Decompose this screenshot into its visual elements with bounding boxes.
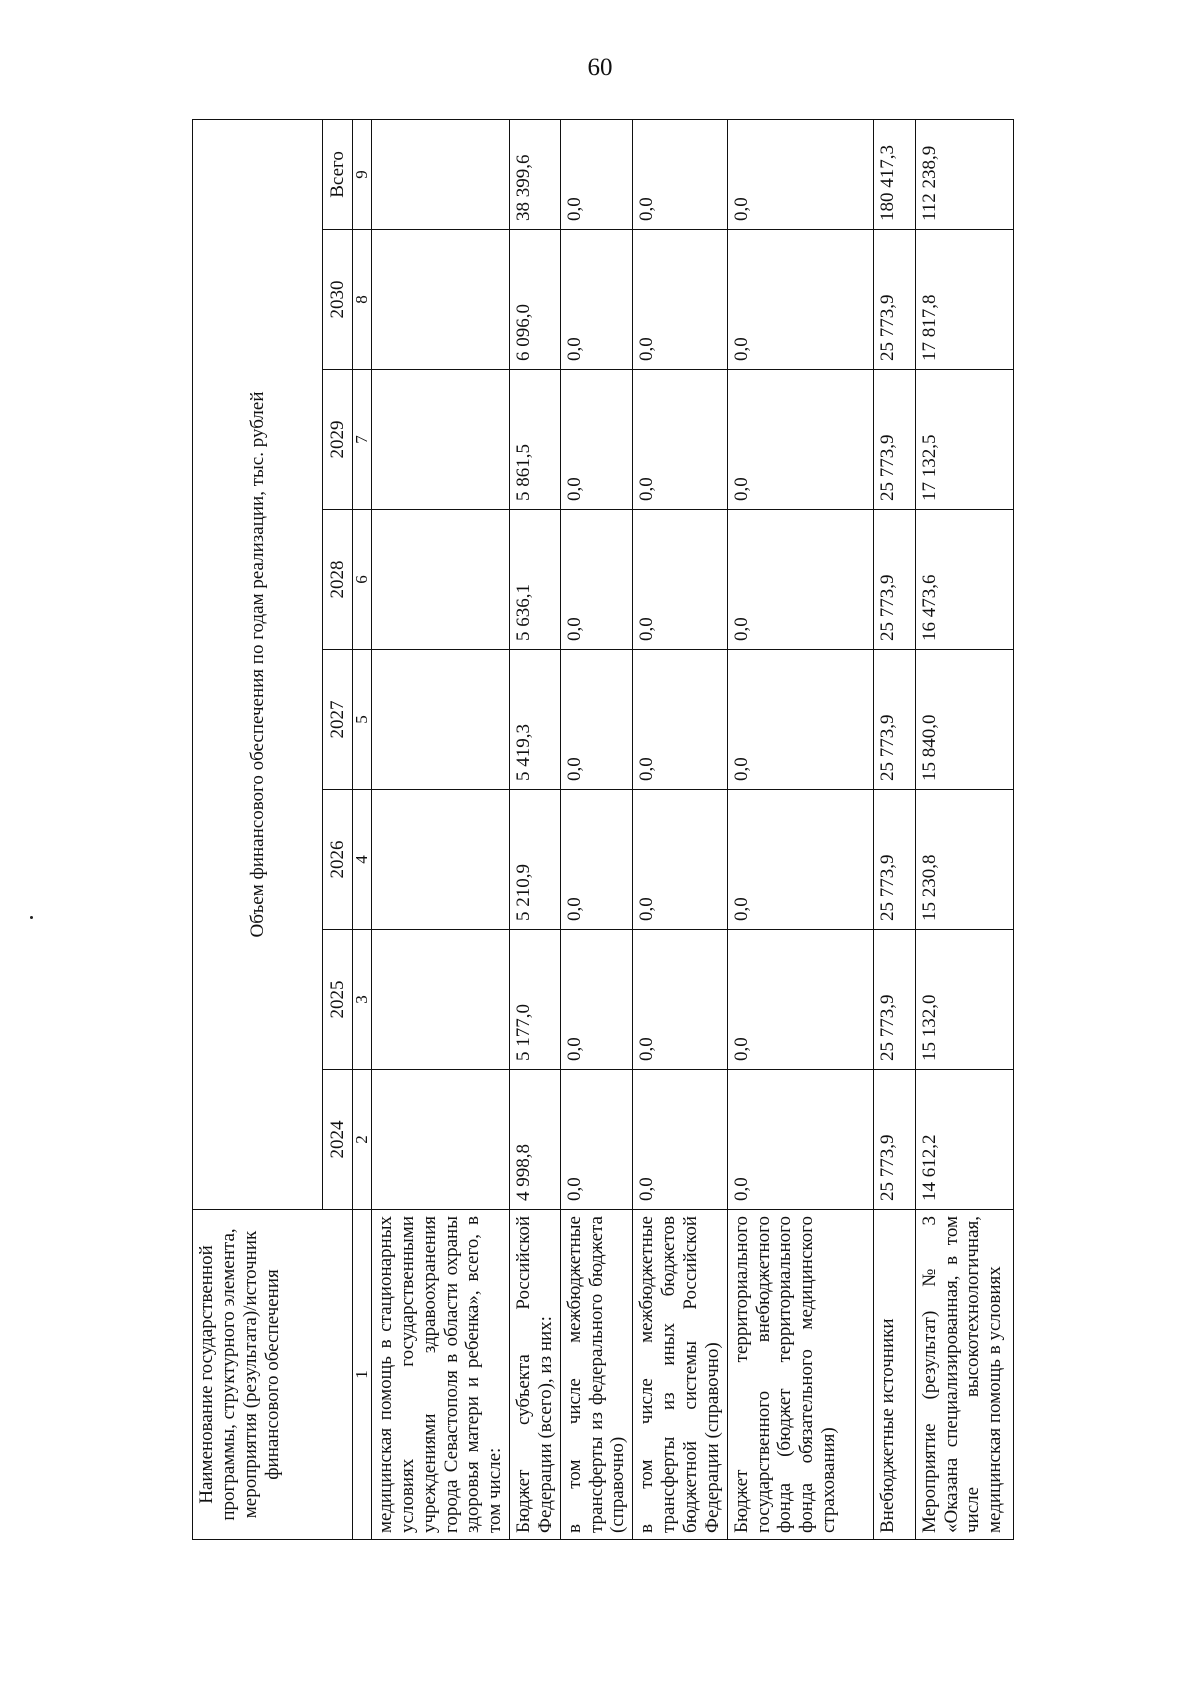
table-row	[915, 119, 1013, 1539]
row-value: 16 473,6	[915, 510, 1013, 650]
row-value: 0,0	[560, 650, 633, 790]
row-value	[372, 650, 510, 790]
row-value: 0,0	[633, 930, 727, 1070]
table-row	[633, 119, 727, 1539]
row-value: 0,0	[727, 1070, 873, 1210]
row-value: 0,0	[633, 650, 727, 790]
row-value: 5 419,3	[510, 650, 561, 790]
row-value: 17 132,5	[915, 370, 1013, 510]
row-value	[372, 930, 510, 1070]
row-value: 0,0	[560, 790, 633, 930]
row-value: 25 773,9	[873, 370, 915, 510]
header-financing-group: Объем финансового обеспечения по годам реализации, тыс. рублей	[193, 119, 323, 1209]
row-value: 15 840,0	[915, 650, 1013, 790]
row-value: 0,0	[560, 119, 633, 229]
table-row	[510, 119, 561, 1539]
row-value: 4 998,8	[510, 1070, 561, 1210]
row-label: Бюджет субъекта Российской Федерации (всего), из них:	[510, 1210, 561, 1540]
row-value: 17 817,8	[915, 230, 1013, 370]
column-index: 5	[353, 650, 372, 790]
row-value: 5 861,5	[510, 370, 561, 510]
row-value: 0,0	[633, 230, 727, 370]
row-value: 15 230,8	[915, 790, 1013, 930]
page-number: 60	[587, 54, 613, 81]
row-value: 0,0	[633, 1070, 727, 1210]
header-year: 2027	[323, 650, 353, 790]
header-total: Всего	[323, 119, 353, 229]
row-label: Мероприятие (результат) № 3 «Оказана специализированная, в том числе высокотехнологичная, медицинская помощь в условиях	[915, 1210, 1013, 1540]
row-value: 25 773,9	[873, 1070, 915, 1210]
row-value	[372, 119, 510, 229]
column-index: 1	[353, 1210, 372, 1540]
row-value	[372, 1070, 510, 1210]
row-value: 25 773,9	[873, 510, 915, 650]
row-label: в том числе межбюджетные трансферты из иных бюджетов бюджетной системы Российской Федерации (справочно)	[633, 1210, 727, 1540]
column-index: 6	[353, 510, 372, 650]
row-value: 112 238,9	[915, 119, 1013, 229]
row-value: 0,0	[727, 930, 873, 1070]
header-year: 2029	[323, 370, 353, 510]
row-value	[372, 510, 510, 650]
row-value: 0,0	[727, 790, 873, 930]
row-value: 0,0	[727, 370, 873, 510]
row-value: 25 773,9	[873, 790, 915, 930]
table-row	[560, 119, 633, 1539]
header-year: 2024	[323, 1070, 353, 1210]
column-index: 2	[353, 1070, 372, 1210]
table-container	[192, 120, 1006, 1540]
column-index: 9	[353, 119, 372, 229]
row-value: 0,0	[560, 370, 633, 510]
table-row	[727, 119, 873, 1539]
column-index: 4	[353, 790, 372, 930]
row-value: 0,0	[560, 1070, 633, 1210]
row-value: 0,0	[560, 930, 633, 1070]
table-row	[372, 119, 510, 1539]
row-value: 0,0	[633, 510, 727, 650]
header-year: 2028	[323, 510, 353, 650]
row-value: 0,0	[633, 790, 727, 930]
row-value: 0,0	[560, 510, 633, 650]
row-value	[372, 790, 510, 930]
row-value: 0,0	[633, 370, 727, 510]
row-value: 25 773,9	[873, 650, 915, 790]
row-value: 180 417,3	[873, 119, 915, 229]
header-year: 2030	[323, 230, 353, 370]
row-label: Внебюджетные источники	[873, 1210, 915, 1540]
row-value: 0,0	[727, 650, 873, 790]
row-value: 14 612,2	[915, 1070, 1013, 1210]
row-value: 25 773,9	[873, 930, 915, 1070]
header-year: 2026	[323, 790, 353, 930]
row-value: 0,0	[727, 119, 873, 229]
row-value: 6 096,0	[510, 230, 561, 370]
row-value: 0,0	[633, 119, 727, 229]
column-index: 8	[353, 230, 372, 370]
row-value: 38 399,6	[510, 119, 561, 229]
row-value: 25 773,9	[873, 230, 915, 370]
scan-artifact-dot	[30, 916, 33, 919]
row-value	[372, 370, 510, 510]
row-value	[372, 230, 510, 370]
row-value: 0,0	[727, 510, 873, 650]
row-value: 0,0	[560, 230, 633, 370]
row-value: 5 636,1	[510, 510, 561, 650]
financing-table	[192, 119, 1014, 1540]
row-label: медицинская помощь в стационарных условиях государственными учреждениями здравоохранения города Севастополя в области охраны здоровья матери и ребенка», всего, в том числе:	[372, 1210, 510, 1540]
column-index: 7	[353, 370, 372, 510]
rotated-table-frame	[192, 120, 1006, 1540]
row-label: Бюджет территориального государственного внебюджетного фонда (бюджет территориального фонда обязательного медицинского страхования)	[727, 1210, 873, 1540]
row-value: 5 210,9	[510, 790, 561, 930]
table-row	[873, 119, 915, 1539]
header-name-column: Наименование государственной программы, структурного элемента, мероприятия (результата)/источник финансового обеспечения	[193, 1210, 353, 1540]
header-year: 2025	[323, 930, 353, 1070]
row-value: 5 177,0	[510, 930, 561, 1070]
row-label: в том числе межбюджетные трансферты из федерального бюджета (справочно)	[560, 1210, 633, 1540]
row-value: 15 132,0	[915, 930, 1013, 1070]
column-index: 3	[353, 930, 372, 1070]
row-value: 0,0	[727, 230, 873, 370]
